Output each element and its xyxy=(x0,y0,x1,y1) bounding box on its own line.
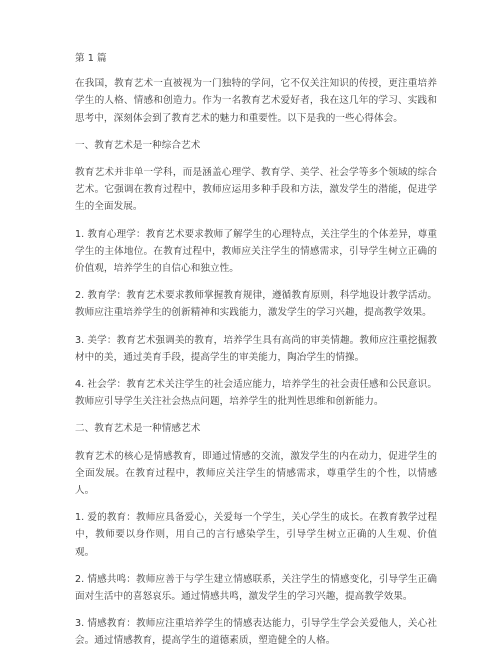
section-1-item-3: 3. 美学：教育艺术强调美的教育，培养学生具有高尚的审美情趣。教师应注重挖掘教材中的美，通过美育手段，提高学生的审美能力，陶冶学生的情操。 xyxy=(75,334,437,363)
section-1-heading: 一、教育艺术是一种综合艺术 xyxy=(75,139,201,151)
intro-paragraph: 在我国，教育艺术一直被视为一门独特的学问，它不仅关注知识的传授，更注重培养学生的人格、情感和创造力。作为一名教育艺术爱好者，我在这几年的学习、实践和思考中，深刻体会到了教育艺术的魅力和重要性。以下是我的一些心得体会。 xyxy=(75,78,437,124)
section-1-body: 教育艺术并非单一学科，而是涵盖心理学、教育学、美学、社会学等多个领域的综合艺术。它强调在教育过程中，教师应运用多种手段和方法，激发学生的潜能，促进学生的全面发展。 xyxy=(75,167,437,213)
section-1-item-2: 2. 教育学：教育艺术要求教师掌握教育规律，遵循教育原则，科学地设计教学活动。教师应注重培养学生的创新精神和实践能力，激发学生的学习兴趣，提高教学效果。 xyxy=(75,290,437,319)
section-2-body: 教育艺术的核心是情感教育，即通过情感的交流，激发学生的内在动力，促进学生的全面发展。在教育过程中，教师应关注学生的情感需求，尊重学生的个性，以情感人。 xyxy=(75,450,437,497)
page-label: 第 1 篇 xyxy=(75,53,107,64)
section-2-item-1: 1. 爱的教育：教师应具备爱心，关爱每一个学生，关心学生的成长。在教育教学过程中，教师要以身作则，用自己的言行感染学生，引导学生树立正确的人生观、价值观。 xyxy=(75,512,437,558)
section-2-heading: 二、教育艺术是一种情感艺术 xyxy=(75,423,201,435)
section-1-item-4: 4. 社会学：教育艺术关注学生的社会适应能力，培养学生的社会责任感和公民意识。教师应引导学生关注社会热点问题，培养学生的批判性思维和创新能力。 xyxy=(75,379,437,408)
section-2-item-3: 3. 情感教育：教师应注重培养学生的情感表达能力，引导学生学会关爱他人，关心社会。通过情感教育，提高学生的道德素质，塑造健全的人格。 xyxy=(75,618,437,647)
section-2-item-2: 2. 情感共鸣：教师应善于与学生建立情感联系，关注学生的情感变化，引导学生正确面对生活中的喜怒哀乐。通过情感共鸣，激发学生的学习兴趣，提高教学效果。 xyxy=(75,573,437,603)
document-page xyxy=(75,50,437,660)
section-1-item-1: 1. 教育心理学：教育艺术要求教师了解学生的心理特点，关注学生的个体差异，尊重学生的主体地位。在教育过程中，教师应关注学生的情感需求，引导学生树立正确的价值观，培养学生的自信心和独立性。 xyxy=(75,228,437,275)
